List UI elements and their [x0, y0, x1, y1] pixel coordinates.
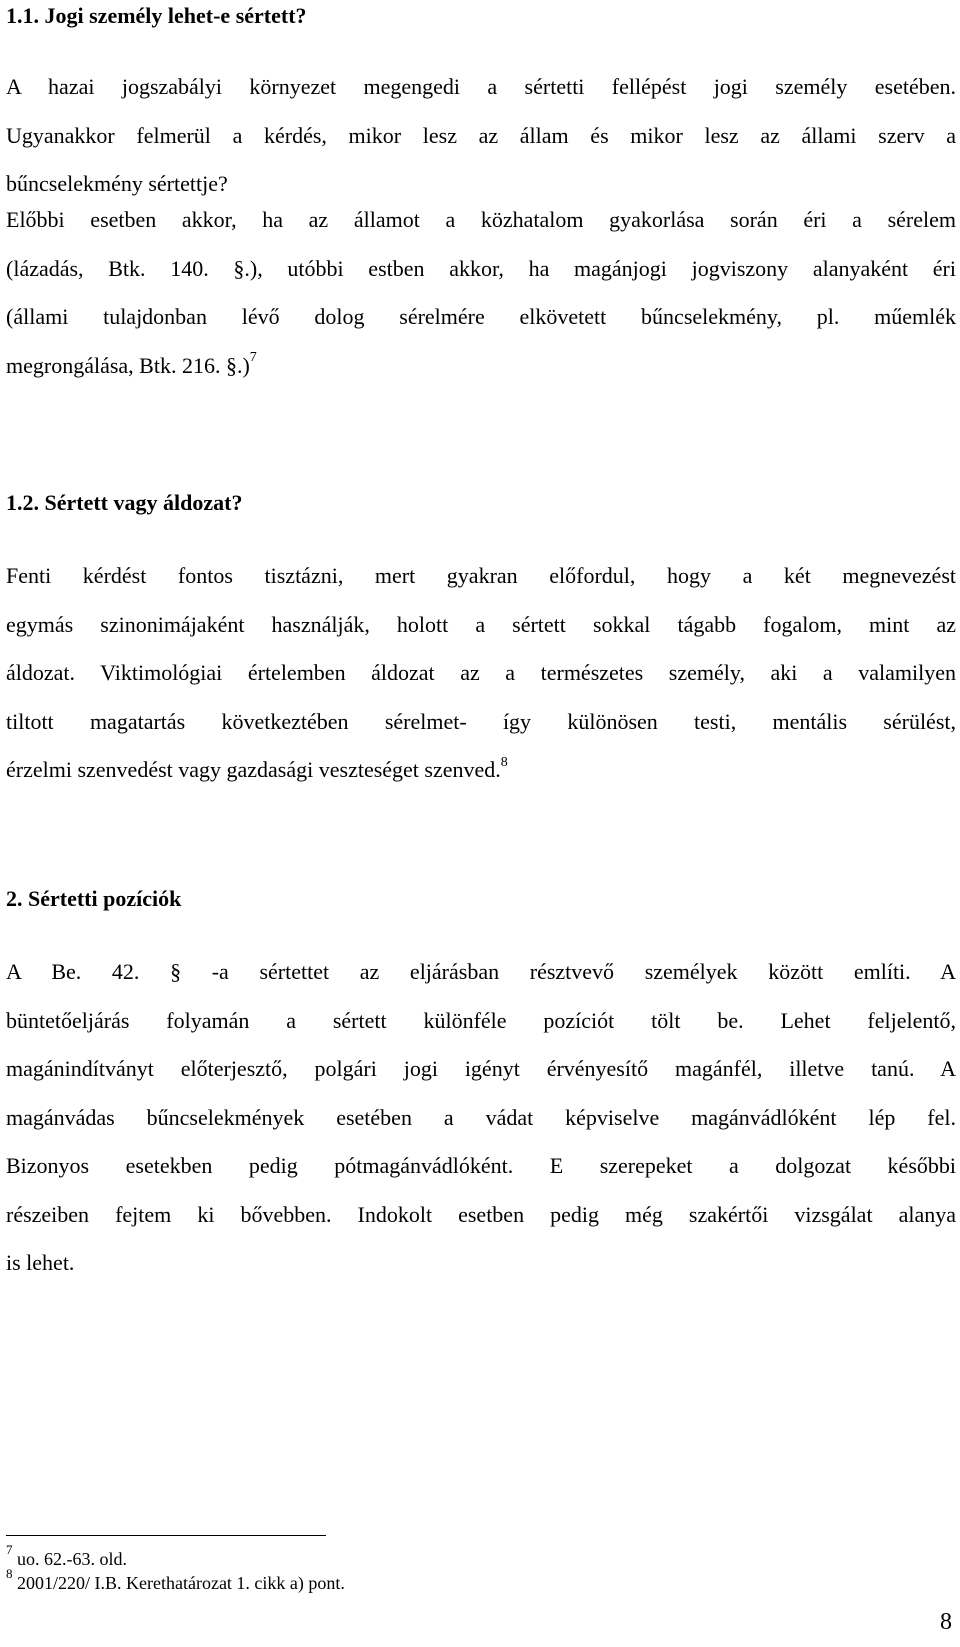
section-heading-1-2: 1.2. Sértett vagy áldozat? [6, 490, 243, 515]
text-line: Fenti kérdést fontos tisztázni, mert gyakran előfordul, hogy a két megnevezést [6, 563, 956, 588]
page-number: 8 [940, 1609, 952, 1635]
text-line [6, 342, 956, 391]
text-line: bűncselekmény sértettje? [6, 171, 228, 196]
paragraph-victim-definition [6, 552, 956, 795]
text-line [6, 746, 956, 795]
footnote-reference-8[interactable]: 8 [500, 754, 508, 770]
footnote-text: 2001/220/ I.B. Kerethatározat 1. cikk a) pont. [17, 1573, 345, 1593]
text-line: Ugyanakkor felmerül a kérdés, mikor lesz az állam és mikor lesz az állami szerv a [6, 122, 956, 148]
text-line: egymás szinonimájaként használják, holott a sértett sokkal tágabb fogalom, mint az [6, 611, 956, 637]
text-line: (állami tulajdonban lévő dolog sérelmére elkövetett bűncselekmény, pl. műemlék [6, 304, 956, 329]
text-line: magánindítványt előterjesztő, polgári jogi igényt érvényesítő magánfél, illetve tanú. A [6, 1056, 956, 1081]
text-line-content: érzelmi szenvedést vagy gazdasági veszteséget szenved. [6, 757, 501, 782]
paragraph-state-victim [6, 196, 956, 390]
text-line: tiltott magatartás következtében sérelmet- így különösen testi, mentális sérülést, [6, 708, 956, 734]
footnote-8 [6, 1566, 345, 1594]
footnote-text: uo. 62.-63. old. [17, 1549, 127, 1569]
text-line-content: megrongálása, Btk. 216. §.) [6, 352, 250, 378]
section-heading-2: 2. Sértetti pozíciók [6, 886, 182, 911]
text-line: áldozat. Viktimológiai értelemben áldozat az a természetes személy, aki a valamilyen [6, 660, 956, 685]
footnote-number: 7 [6, 1542, 13, 1557]
text-line: A Be. 42. § -a sértettet az eljárásban résztvevő személyek között említi. A [6, 959, 956, 984]
paragraph-legal-person [6, 63, 956, 209]
text-line: büntetőeljárás folyamán a sértett különféle pozíciót tölt be. Lehet feljelentő, [6, 1007, 956, 1033]
section-heading-1-1: 1.1. Jogi személy lehet-e sértett? [6, 3, 307, 28]
text-line: Bizonyos esetekben pedig pótmagánvádlóként. E szerepeket a dolgozat későbbi [6, 1153, 956, 1178]
text-line: (lázadás, Btk. 140. §.), utóbbi estben akkor, ha magánjogi jogviszony alanyaként éri [6, 255, 956, 281]
text-line: részeiben fejtem ki bővebben. Indokolt esetben pedig még szakértői vizsgálat alanya [6, 1201, 956, 1227]
footnote-separator [6, 1535, 326, 1536]
text-line: A hazai jogszabályi környezet megengedi a sértetti fellépést jogi személy esetében. [6, 74, 956, 99]
text-line: is lehet. [6, 1250, 75, 1275]
text-line: Előbbi esetben akkor, ha az államot a közhatalom gyakorlása során éri a sérelem [6, 207, 956, 232]
text-line: magánvádas bűncselekmények esetében a vádat képviselve magánvádlóként lép fel. [6, 1104, 956, 1130]
footnote-number: 8 [6, 1566, 13, 1581]
paragraph-victim-positions [6, 948, 956, 1288]
footnote-7 [6, 1542, 127, 1570]
footnote-reference-7[interactable]: 7 [249, 350, 257, 366]
